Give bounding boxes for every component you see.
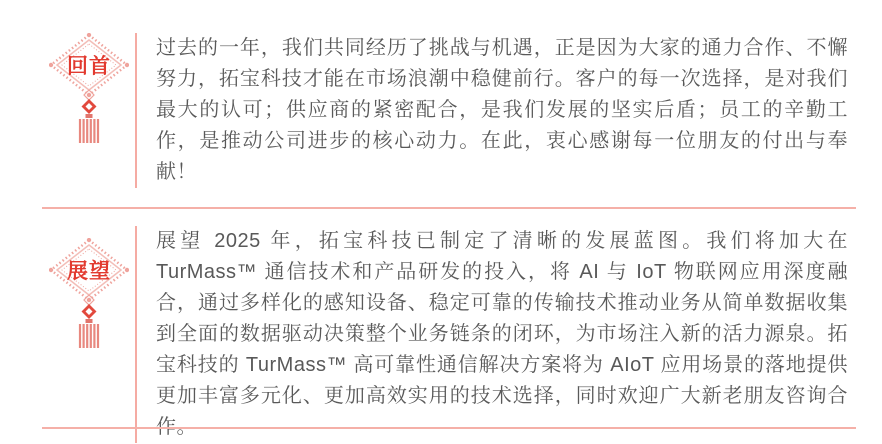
tassel xyxy=(80,119,98,143)
outlook-icon-column xyxy=(42,226,135,350)
outlook-paragraph: 展望 2025 年，拓宝科技已制定了清晰的发展蓝图。我们将加大在TurMass™ 通信技术和产品研发的投入，将 AI 与 IoT 物联网应用深度融合，通过多样化的感知设备、稳定可靠的传输技术推动业务从简单数据收集到全面的数据驱动决策整个业务链条的闭环，为市场注入新的活力源泉。拓宝科技的 TurMass™ 高可靠性通信解决方案将为 AIoT 应用场景的落地提供更加丰富多元化、更加高效实用的技术选择，同时欢迎广大新老朋友咨询合作。 xyxy=(156,230,848,438)
section-divider xyxy=(42,207,856,209)
review-icon-column xyxy=(42,33,135,145)
knot-badge-label: 回首 xyxy=(66,55,111,78)
review-paragraph: 过去的一年，我们共同经历了挑战与机遇，正是因为大家的通力合作、不懈努力，拓宝科技才能在市场浪潮中稳健前行。客户的每一次选择，是对我们最大的认可；供应商的紧密配合，是我们发展的坚实后盾；员工的辛勤工作，是推动公司进步的核心动力。在此，衷心感谢每一位朋友的付出与奉献！ xyxy=(156,37,848,183)
tassel xyxy=(80,324,98,348)
section-outlook xyxy=(42,226,848,443)
section-divider xyxy=(42,427,856,429)
knot-badge-label: 展望 xyxy=(66,260,111,283)
section-review xyxy=(42,33,848,188)
chinese-knot-icon xyxy=(49,238,129,350)
chinese-knot-icon xyxy=(49,33,129,145)
outlook-text-column xyxy=(135,226,848,443)
review-text-column xyxy=(135,33,848,188)
